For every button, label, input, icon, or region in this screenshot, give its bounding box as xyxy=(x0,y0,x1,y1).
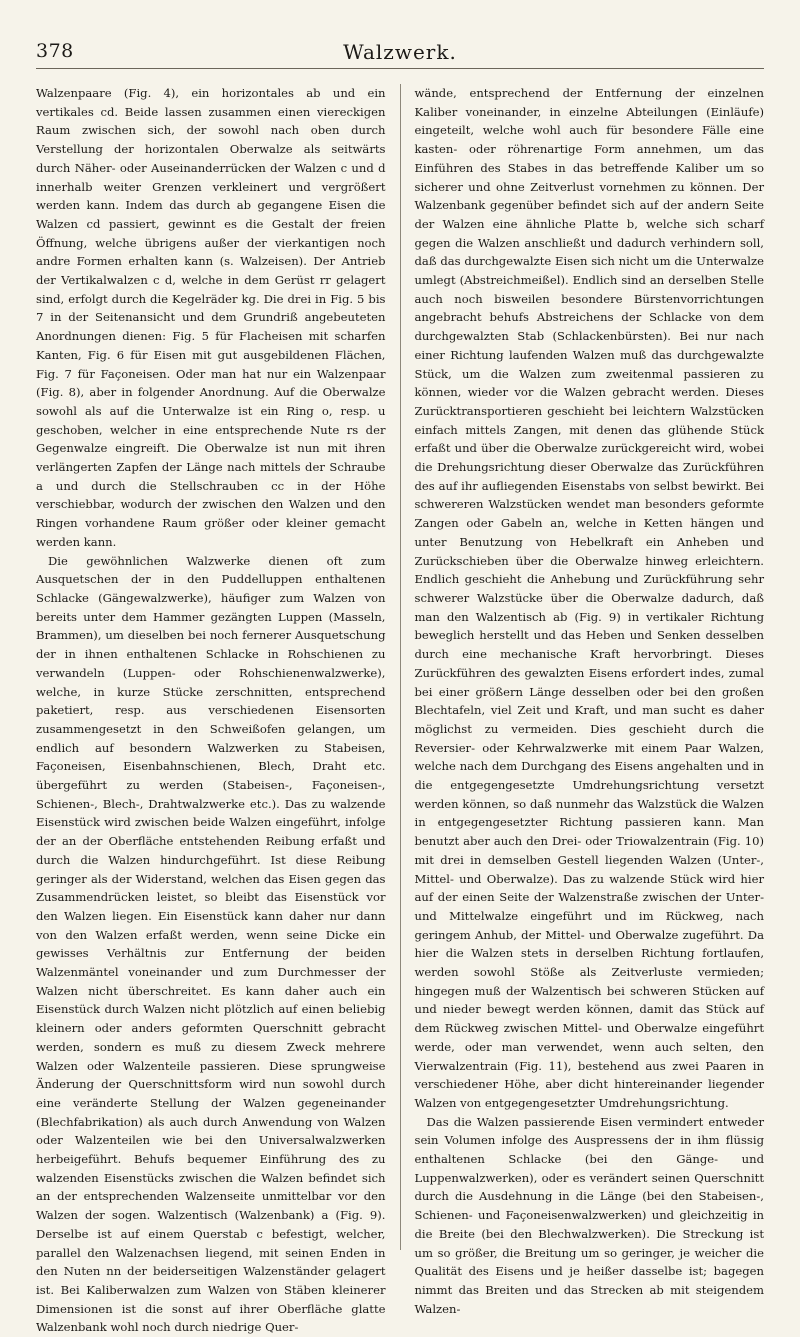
page-header xyxy=(36,40,764,69)
paragraph: wände, entsprechend der Entfernung der einzelnen Kaliber voneinander, in einzelne Abteilungen (Einläufe) eingeteilt, welche wohl auch für besondere Fälle eine kasten- oder röhrenartige Form annehmen, um das Einführen des Stabes in das betreffende Kaliber um so sicherer und ohne Zeitverlust vornehmen zu können. Der Walzenbank gegenüber befindet sich auf der andern Seite der Walzen eine ähnliche Platte b, welche sich scharf gegen die Walzen anschließt und dadurch verhindern soll, daß das durchgewalzte Eisen sich nicht um die Unterwalze umlegt (Abstreichmeißel). Endlich sind an derselben Stelle auch noch bisweilen besondere Bürstenvorrichtungen angebracht behufs Abstreichens der Schlacke von dem durchgewalzten Stab (Schlackenbürsten). Bei nur nach einer Richtung laufenden Walzen muß das durchgewalzte Stück, um die Walzen zum zweitenmal passieren zu können, wieder vor die Walzen gebracht werden. Dieses Zurücktransportieren geschieht bei leichtern Walzstücken einfach mittels Zangen, mit denen das glühende Stück erfaßt und über die Oberwalze zurückgereicht wird, wobei die Drehungsrichtung dieser Oberwalze das Zurückführen des auf ihr aufliegenden Eisenstabs von selbst bewirkt. Bei schwereren Walzstücken wendet man besonders geformte Zangen oder Gabeln an, welche in Ketten hängen und unter Benutzung von Hebelkraft ein Anheben und Zurückschieben über die Oberwalze hinweg erleichtern. Endlich geschieht die Anhebung und Zurückführung sehr schwerer Walzstücke über die Oberwalze dadurch, daß man den Walzentisch ab (Fig. 9) in vertikaler Richtung beweglich herstellt und das Heben und Senken desselben durch eine mechanische Kraft hervorbringt. Dieses Zurückführen des gewalzten Eisens erfordert indes, zumal bei einer größern Länge desselben oder bei den großen Blechtafeln, viel Zeit und Kraft, und man sucht es daher möglichst zu vermeiden. Dies geschieht durch die Reversier- oder Kehrwalzwerke mit einem Paar Walzen, welche nach dem Durchgang des Eisens angehalten und in die entgegengesetzte Umdrehungsrichtung versetzt werden können, so daß nunmehr das Walzstück die Walzen in entgegengesetzter Richtung passieren kann. Man benutzt aber auch den Drei- oder Triowalzentrain (Fig. 10) mit drei in demselben Gestell liegenden Walzen (Unter-, Mittel- und Oberwalze). Das zu walzende Stück wird hier auf der einen Seite der Walzenstraße zwischen der Unter- und Mittelwalze eingeführt und im Rückweg, nach geringem Anhub, der Mittel- und Oberwalze zugeführt. Da hier die Walzen stets in derselben Richtung fortlaufen, werden sowohl Stöße als Zeitverluste vermieden; hingegen muß der Walzentisch bei schweren Stücken auf und nieder bewegt werden können, damit das Stück auf dem Rückweg zwischen Mittel- und Oberwalze eingeführt werde, oder man verwendet, wenn auch selten, den Vierwalzentrain (Fig. 11), bestehend aus zwei Paaren in verschiedener Höhe, aber dicht hintereinander liegender Walzen von entgegengesetzter Umdrehungsrichtung. xyxy=(414,86,764,1110)
running-head: Walzwerk. xyxy=(343,40,457,64)
right-column xyxy=(414,84,765,1316)
paragraph: Die gewöhnlichen Walzwerke dienen oft zum Ausquetschen der in den Puddelluppen enthaltenen Schlacke (Gängewalzwerke), häufiger zum Walzen von bereits unter dem Hammer gezängten Luppen (Masseln, Brammen), um dieselben bei noch fernerer Ausquetschung der in ihnen enthaltenen Schlacke in Rohschienen zu verwandeln (Luppen- oder Rohschienenwalzwerke), welche, in kurze Stücke zerschnitten, entsprechend paketiert, resp. aus verschiedenen Eisensorten zusammengesetzt in den Schweißofen gelangen, um endlich auf besondern Walzwerken zu Stabeisen, Façoneisen, Eisenbahnschienen, Blech, Draht etc. übergeführt zu werden (Stabeisen-, Façoneisen-, Schienen-, Blech-, Drahtwalzwerke etc.). Das zu walzende Eisenstück wird zwischen beide Walzen eingeführt, infolge der an der Oberfläche entstehenden Reibung erfaßt und durch die Walzen hindurchgeführt. Ist diese Reibung geringer als der Widerstand, welchen das Eisen gegen das Zusammendrücken leistet, so bleibt das Eisenstück vor den Walzen liegen. Ein Eisenstück kann daher nur dann von den Walzen erfaßt werden, wenn seine Dicke ein gewisses Verhältnis zur Entfernung der beiden Walzenmäntel voneinander und zum Durchmesser der Walzen nicht überschreitet. Es kann daher auch ein Eisenstück durch Walzen nicht plötzlich auf einen beliebig kleinern oder anders geformten Querschnitt gebracht werden, sondern es muß zu diesem Zweck mehrere Walzen oder Walzenteile passieren. Diese sprungweise Änderung der Querschnittsform wird nun sowohl durch eine veränderte Stellung der Walzen gegeneinander (Blechfabrikation) als auch durch Anwendung von Walzen oder Walzenteilen wie bei den Universalwalzwerken herbeigeführt. Behufs bequemer Einführung des zu walzenden Eisenstücks zwischen die Walzen befindet sich an der entsprechenden Walzenseite unmittelbar vor den Walzen der sogen. Walzentisch (Walzenbank) a (Fig. 9). Derselbe ist auf einem Querstab c befestigt, welcher, parallel den Walzenachsen liegend, mit seinen Enden in den Nuten nn der beiderseitigen Walzenständer gelagert ist. Bei Kaliberwalzen zum Walzen von Stäben kleinerer Dimensionen ist die sonst auf ihrer Oberfläche glatte Walzenbank wohl noch durch niedrige Quer- xyxy=(36,553,386,1335)
column-divider xyxy=(400,84,401,1250)
text-columns xyxy=(36,84,764,1335)
left-column xyxy=(36,84,386,1335)
page-number: 378 xyxy=(36,40,74,62)
paragraph: Walzenpaare (Fig. 4), ein horizontales ab und ein vertikales cd. Beide lassen zusammen einen viereckigen Raum zwischen sich, der sowohl nach oben durch Verstellung der horizontalen Oberwalze als seitwärts durch Näher- oder Auseinanderrücken der Walzen c und d innerhalb weiter Grenzen verkleinert und vergrößert werden kann. Indem das durch ab gegangene Eisen die Walzen cd passiert, gewinnt es die Gestalt der freien Öffnung, welche übrigens außer der vierkantigen noch andre Formen erhalten kann (s. Walzeisen). Der Antrieb der Vertikalwalzen c d, welche in dem Gerüst rr gelagert sind, erfolgt durch die Kegelräder kg. Die drei in Fig. 5 bis 7 in der Seitenansicht und dem Grundriß angebeuteten Anordnungen dienen: Fig. 5 für Flacheisen mit scharfen Kanten, Fig. 6 für Eisen mit gut ausgebildenen Flächen, Fig. 7 für Façoneisen. Oder man hat nur ein Walzenpaar (Fig. 8), aber in folgender Anordnung. Auf die Oberwalze sowohl als auf die Unterwalze ist ein Ring o, resp. u geschoben, welcher in eine entsprechende Nute rs der Gegenwalze eingreift. Die Oberwalze ist nun mit ihren verlängerten Zapfen der Länge nach mittels der Schraube a und durch die Stellschrauben cc in der Höhe verschiebbar, wodurch der zwischen den Walzen und den Ringen vorhandene Raum größer oder kleiner gemacht werden kann. xyxy=(36,86,386,549)
paragraph: Das die Walzen passierende Eisen vermindert entweder sein Volumen infolge des Auspressens der in ihm flüssig enthaltenen Schlacke (bei den Gänge- und Luppenwalzwerken), oder es verändert seinen Querschnitt durch die Ausdehnung in die Länge (bei den Stabeisen-, Schienen- und Façoneisenwalzwerken) und gleichzeitig in die Breite (bei den Blechwalzwerken). Die Streckung ist um so größer, die Breitung um so geringer, je weicher die Qualität des Eisens und je heißer dasselbe ist; bagegen nimmt das Breiten und das Strecken ab mit steigendem Walzen- xyxy=(414,1114,764,1316)
